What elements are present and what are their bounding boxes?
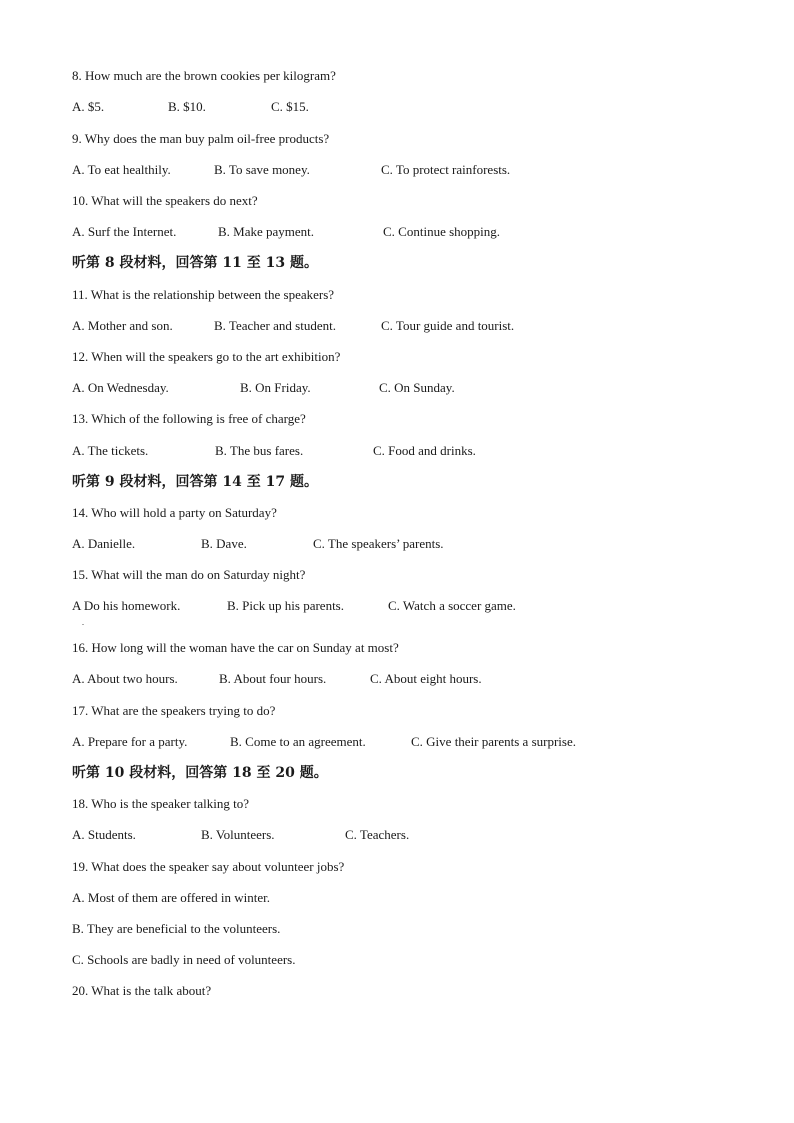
option-c: C. About eight hours. <box>370 671 482 686</box>
option-c: C. $15. <box>271 99 309 114</box>
question-15: 15. What will the man do on Saturday night? <box>72 567 306 582</box>
option-a: A. $5. <box>72 99 105 114</box>
option-b: B. Teacher and student. <box>214 318 336 333</box>
option-c: C. On Sunday. <box>379 380 455 395</box>
option-c: C. Schools are badly in need of volunteers. <box>72 952 296 967</box>
option-b: B. On Friday. <box>240 380 311 395</box>
option-a: A. To eat healthily. <box>72 162 171 177</box>
section-heading-9: 听第 9 段材料，回答第 14 至 17 题。 <box>72 474 318 490</box>
question-16: 16. How long will the woman have the car on Sunday at most? <box>72 640 399 655</box>
question-11: 11. What is the relationship between the speakers? <box>72 287 335 302</box>
option-b: B. Dave. <box>201 536 247 551</box>
option-a: A. Prepare for a party. <box>72 734 188 749</box>
question-17: 17. What are the speakers trying to do? <box>72 703 276 718</box>
stray-mark: . <box>82 618 84 627</box>
option-c: C. Food and drinks. <box>373 443 476 458</box>
section-heading-8: 听第 8 段材料，回答第 11 至 13 题。 <box>72 255 318 271</box>
option-a: A. The tickets. <box>72 443 149 458</box>
option-c: C. The speakers’ parents. <box>313 536 444 551</box>
question-14: 14. Who will hold a party on Saturday? <box>72 505 277 520</box>
option-c: C. Teachers. <box>345 827 410 842</box>
option-b: B. To save money. <box>214 162 310 177</box>
question-9: 9. Why does the man buy palm oil-free products? <box>72 131 330 146</box>
section-heading-10: 听第 10 段材料，回答第 18 至 20 题。 <box>72 765 328 781</box>
option-b: B. About four hours. <box>219 671 327 686</box>
option-a: A. Surf the Internet. <box>72 224 177 239</box>
option-a: A. Students. <box>72 827 136 842</box>
option-b: B. Make payment. <box>218 224 315 239</box>
option-a: A. Most of them are offered in winter. <box>72 890 270 905</box>
question-19: 19. What does the speaker say about volunteer jobs? <box>72 859 345 874</box>
option-b: B. They are beneficial to the volunteers. <box>72 921 281 936</box>
option-c: C. To protect rainforests. <box>381 162 511 177</box>
option-c: C. Continue shopping. <box>383 224 501 239</box>
option-b: B. Volunteers. <box>201 827 275 842</box>
option-a: A Do his homework. <box>72 598 181 613</box>
option-a: A. On Wednesday. <box>72 380 169 395</box>
question-20: 20. What is the talk about? <box>72 983 212 998</box>
option-c: C. Watch a soccer game. <box>388 598 516 613</box>
question-10: 10. What will the speakers do next? <box>72 193 258 208</box>
option-b: B. Come to an agreement. <box>230 734 366 749</box>
question-13: 13. Which of the following is free of charge? <box>72 411 306 426</box>
option-b: B. The bus fares. <box>215 443 304 458</box>
option-b: B. $10. <box>168 99 206 114</box>
question-8: 8. How much are the brown cookies per kilogram? <box>72 68 336 83</box>
option-b: B. Pick up his parents. <box>227 598 344 613</box>
question-18: 18. Who is the speaker talking to? <box>72 796 250 811</box>
option-c: C. Give their parents a surprise. <box>411 734 576 749</box>
option-a: A. Mother and son. <box>72 318 173 333</box>
option-a: A. Danielle. <box>72 536 136 551</box>
option-a: A. About two hours. <box>72 671 178 686</box>
question-12: 12. When will the speakers go to the art exhibition? <box>72 349 341 364</box>
option-c: C. Tour guide and tourist. <box>381 318 515 333</box>
